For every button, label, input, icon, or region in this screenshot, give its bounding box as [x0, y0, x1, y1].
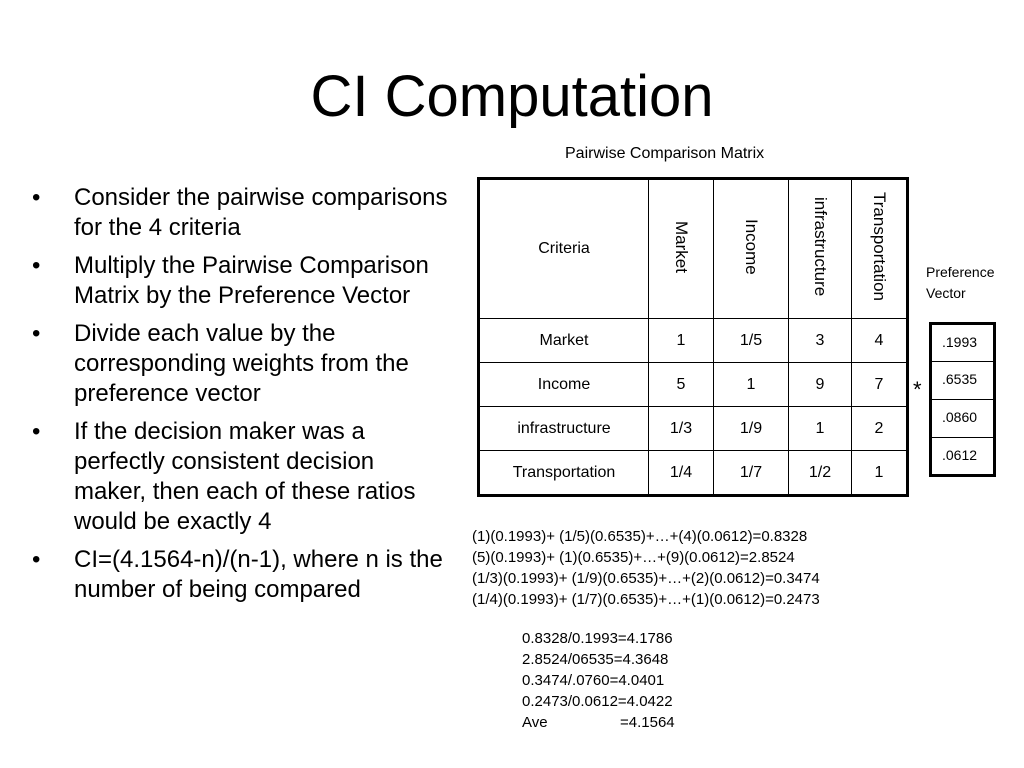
vector-cell: .6535	[931, 362, 995, 400]
matrix-cell: 1/2	[789, 451, 852, 496]
matrix-row-infrastructure	[479, 407, 908, 451]
preference-vector-label-line: Preference	[926, 264, 995, 280]
preference-vector	[929, 322, 996, 477]
average-value: =4.1564	[620, 714, 675, 731]
bullet-dot: •	[32, 252, 41, 279]
product-calculations	[472, 526, 820, 610]
bullet-dot: •	[32, 418, 41, 445]
ratio-line: 0.2473/0.0612=4.0422	[522, 693, 673, 710]
bullet-item	[28, 319, 448, 409]
average-label: Ave	[522, 714, 548, 731]
matrix-row-income	[479, 363, 908, 407]
bullet-text: CI=(4.1564-n)/(n-1), where n is the number of being compared	[74, 546, 443, 603]
bullet-dot: •	[32, 320, 41, 347]
column-header-market	[649, 179, 714, 319]
row-label: infrastructure	[479, 407, 649, 451]
ratio-line: 0.8328/0.1993=4.1786	[522, 630, 673, 647]
row-label: Transportation	[479, 451, 649, 496]
matrix-row-transportation	[479, 451, 908, 496]
row-label: Income	[479, 363, 649, 407]
calculation-line: (1/3)(0.1993)+ (1/9)(0.6535)+…+(2)(0.0612)=0.3474	[472, 570, 820, 587]
vector-cell: .0860	[931, 400, 995, 438]
slide-title: CI Computation	[310, 64, 714, 129]
column-header-label: Transportation	[870, 192, 889, 301]
column-header-label: Income	[742, 218, 761, 275]
preference-vector-label	[926, 262, 994, 304]
ratio-line: 0.3474/.0760=4.0401	[522, 672, 665, 689]
matrix-cell: 1/7	[714, 451, 789, 496]
matrix-cell: 2	[852, 407, 908, 451]
ratio-line: 2.8524/06535=4.3648	[522, 651, 669, 668]
calculation-line: (1/4)(0.1993)+ (1/7)(0.6535)+…+(1)(0.0612)=0.2473	[472, 591, 820, 608]
matrix-cell: 1/9	[714, 407, 789, 451]
bullet-text: If the decision maker was a perfectly consistent decision maker, then each of these ratios would be exactly 4	[74, 418, 416, 535]
bullet-list	[28, 183, 448, 613]
bullet-text: Divide each value by the corresponding weights from the preference vector	[74, 320, 409, 407]
bullet-dot: •	[32, 184, 41, 211]
matrix-row-market	[479, 319, 908, 363]
bullet-item	[28, 545, 448, 605]
column-header-label: infrastructure	[811, 196, 830, 297]
matrix-cell: 1/4	[649, 451, 714, 496]
vector-cell: .0612	[931, 438, 995, 476]
matrix-cell: 1	[649, 319, 714, 363]
preference-vector-label-line: Vector	[926, 285, 966, 301]
average-row	[522, 712, 675, 733]
vector-cell: .1993	[931, 324, 995, 362]
matrix-caption: Pairwise Comparison Matrix	[565, 145, 765, 162]
bullet-text: Consider the pairwise comparisons for the 4 criteria	[74, 184, 448, 241]
row-label: Market	[479, 319, 649, 363]
calculation-line: (5)(0.1993)+ (1)(0.6535)+…+(9)(0.0612)=2.8524	[472, 549, 795, 566]
bullet-item	[28, 183, 448, 243]
matrix-cell: 4	[852, 319, 908, 363]
matrix-cell: 1	[714, 363, 789, 407]
matrix-cell: 5	[649, 363, 714, 407]
bullet-item	[28, 251, 448, 311]
multiply-operator: *	[913, 377, 922, 402]
bullet-dot: •	[32, 546, 41, 573]
matrix-cell: 9	[789, 363, 852, 407]
bullet-text: Multiply the Pairwise Comparison Matrix by the Preference Vector	[74, 252, 429, 309]
matrix-cell: 1/5	[714, 319, 789, 363]
matrix-header-row	[479, 179, 908, 319]
matrix-cell: 7	[852, 363, 908, 407]
matrix-cell: 1	[852, 451, 908, 496]
matrix-cell: 1/3	[649, 407, 714, 451]
calculation-line: (1)(0.1993)+ (1/5)(0.6535)+…+(4)(0.0612)=0.8328	[472, 528, 808, 545]
pairwise-comparison-matrix	[477, 177, 909, 497]
ratio-calculations	[522, 628, 675, 733]
column-header-infrastructure	[789, 179, 852, 319]
matrix-corner-cell: Criteria	[479, 179, 649, 319]
column-header-label: Market	[672, 220, 691, 273]
column-header-transportation	[852, 179, 908, 319]
matrix-cell: 1	[789, 407, 852, 451]
matrix-cell: 3	[789, 319, 852, 363]
bullet-item	[28, 417, 448, 537]
column-header-income	[714, 179, 789, 319]
